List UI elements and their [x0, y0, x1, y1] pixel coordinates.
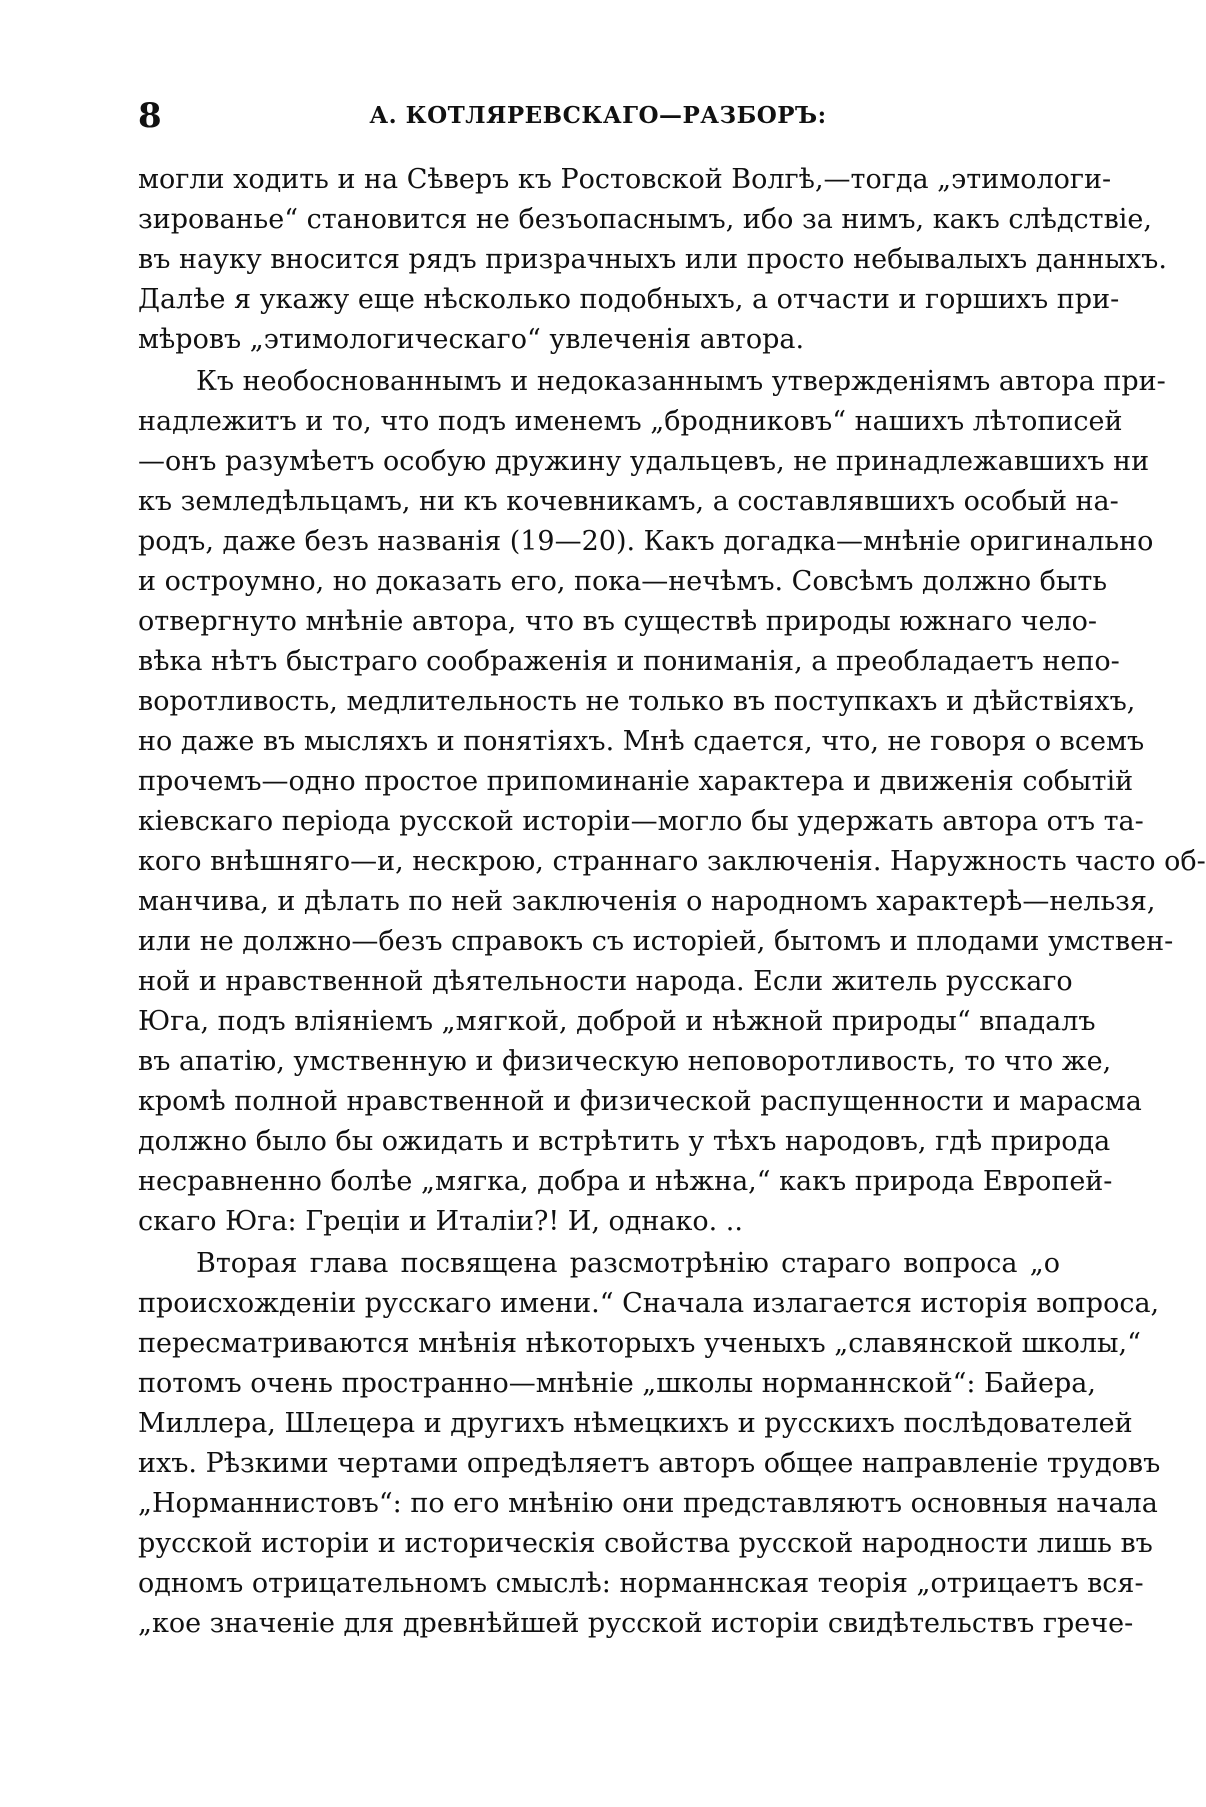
text-line: Далѣе я укажу еще нѣсколько подобныхъ, а отчасти и горшихъ при-: [138, 284, 1120, 315]
text-line: надлежитъ и то, что подъ именемъ „бродниковъ“ нашихъ лѣтописей: [138, 406, 1123, 437]
text-line: прочемъ—одно простое припоминаніе характера и движенія событій: [138, 766, 1134, 797]
text-line: манчива, и дѣлать по ней заключенія о народномъ характерѣ—нельзя,: [138, 886, 1156, 917]
text-line: но даже въ мысляхъ и понятіяхъ. Мнѣ сдается, что, не говоря о всемъ: [138, 726, 1145, 757]
text-line: русской исторіи и историческія свойства русской народности лишь въ: [138, 1528, 1153, 1559]
text-line: и остроумно, но доказать его, пока—нечѣмъ. Совсѣмъ должно быть: [138, 566, 1108, 597]
text-line: происхожденіи русскаго имени.“ Сначала излагается исторія вопроса,: [138, 1288, 1160, 1319]
text-line: несравненно болѣе „мягка, добра и нѣжна,“ какъ природа Европей-: [138, 1166, 1113, 1197]
text-line: въ науку вносится рядъ призрачныхъ или просто небывалыхъ данныхъ.: [138, 244, 1167, 275]
text-line: ной и нравственной дѣятельности народа. Если житель русскаго: [138, 966, 1073, 997]
running-title: А. КОТЛЯРЕВСКАГО—РАЗБОРЪ:: [369, 102, 827, 129]
text-line: къ земледѣльцамъ, ни къ кочевникамъ, а составлявшихъ особый на-: [138, 486, 1119, 517]
text-line: „Норманнистовъ“: по его мнѣнію они представляютъ основныя начала: [138, 1488, 1158, 1519]
text-line: воротливость, медлительность не только въ поступкахъ и дѣйствіяхъ,: [138, 686, 1136, 717]
text-line: кромѣ полной нравственной и физической распущенности и марасма: [138, 1086, 1142, 1117]
page-number: 8: [138, 96, 162, 136]
page-header: [138, 96, 1058, 136]
text-line: одномъ отрицательномъ смыслѣ: норманнская теорія „отрицаетъ вся-: [138, 1568, 1144, 1599]
text-line: зированье“ становится не безъопаснымъ, ибо за нимъ, какъ слѣдствіе,: [138, 204, 1152, 235]
text-line: отвергнуто мнѣніе автора, что въ существѣ природы южнаго чело-: [138, 606, 1098, 637]
text-line: Миллера, Шлецера и другихъ нѣмецкихъ и русскихъ послѣдователей: [138, 1408, 1133, 1439]
text-line: —онъ разумѣетъ особую дружину удальцевъ, не принадлежавшихъ ни: [138, 446, 1150, 477]
text-line: въ апатію, умственную и физическую неповоротливость, то что же,: [138, 1046, 1112, 1077]
text-line: „кое значеніе для древнѣйшей русской исторіи свидѣтельствъ грече-: [138, 1608, 1134, 1639]
text-line: кого внѣшняго—и, нескрою, страннаго заключенія. Наружность часто об-: [138, 846, 1206, 877]
text-line: могли ходить и на Сѣверъ къ Ростовской Волгѣ,—тогда „этимологи-: [138, 164, 1112, 195]
text-line: кіевскаго періода русской исторіи—могло бы удержать автора отъ та-: [138, 806, 1144, 837]
paragraph-first-line: Вторая глава посвящена разсмотрѣнію стараго вопроса „о: [196, 1248, 1060, 1279]
text-line: вѣка нѣтъ быстраго соображенія и пониманія, а преобладаетъ непо-: [138, 646, 1120, 677]
text-line: ихъ. Рѣзкими чертами опредѣляетъ авторъ общее направленіе трудовъ: [138, 1448, 1161, 1479]
text-line: мѣровъ „этимологическаго“ увлеченія автора.: [138, 324, 805, 355]
body-text: [138, 160, 1206, 1644]
text-line: потомъ очень пространно—мнѣніе „школы норманнской“: Байера,: [138, 1368, 1096, 1399]
text-line: Юга, подъ вліяніемъ „мягкой, доброй и нѣжной природы“ впадалъ: [138, 1006, 1096, 1037]
text-line: пересматриваются мнѣнія нѣкоторыхъ ученыхъ „славянской школы,“: [138, 1328, 1141, 1359]
text-line: родъ, даже безъ названія (19—20). Какъ догадка—мнѣніе оригинально: [138, 526, 1154, 557]
text-line: скаго Юга: Греціи и Италіи?! И, однако. ..: [138, 1206, 743, 1237]
text-line: или не должно—безъ справокъ съ исторіей, бытомъ и плодами умствен-: [138, 926, 1174, 957]
text-line: должно было бы ожидать и встрѣтить у тѣхъ народовъ, гдѣ природа: [138, 1126, 1111, 1157]
paragraph-first-line: Къ необоснованнымъ и недоказаннымъ утвержденіямъ автора при-: [196, 366, 1166, 397]
